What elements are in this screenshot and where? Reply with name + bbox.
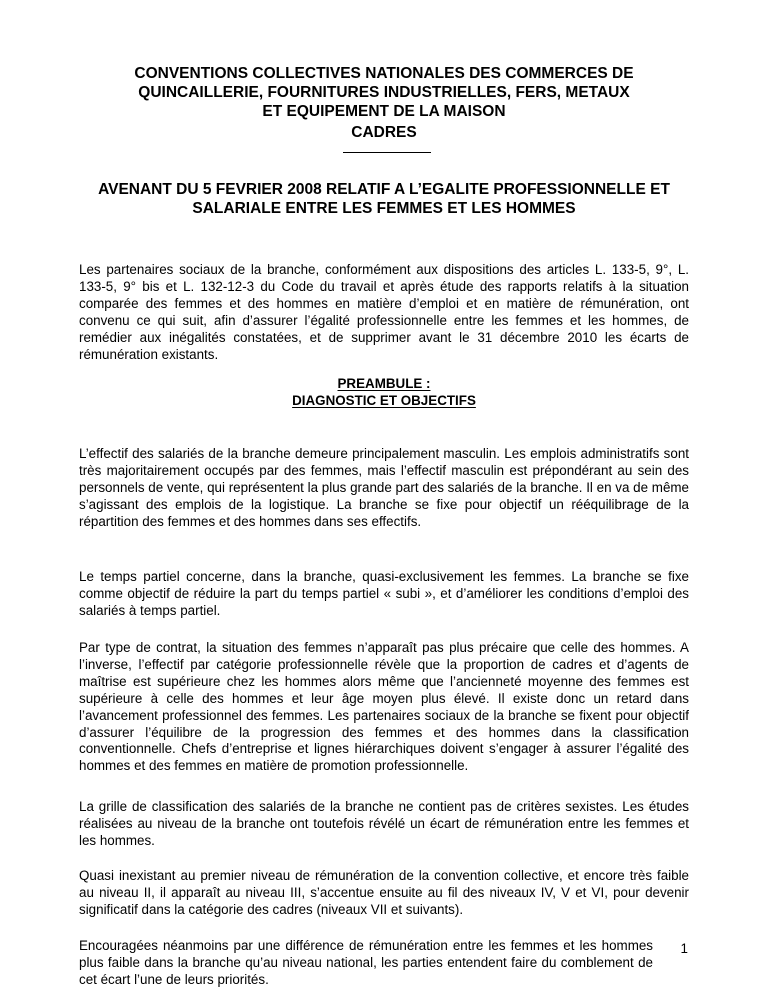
intro-paragraph: Les partenaires sociaux de la branche, conformément aux dispositions des articles L. 133-5, 9°, L. 133-5, 9° bis et L. 132-12-3 du Code du travail et après étude des rapports relatifs à la situation comparée des femmes et des hommes en matière d’emploi et en matière de rémunération, ont convenu ce qui suit, afin d’assurer l’égalité professionnelle entre les femmes et les hommes, de remédier aux inégalités constatées, et de supprimer avant le 31 décembre 2010 les écarts de rémunération existants.	[79, 262, 689, 362]
document-subtitle: CADRES	[351, 124, 417, 141]
subtitle-divider	[343, 152, 431, 153]
body-paragraph: Par type de contrat, la situation des femmes n’apparaît pas plus précaire que celle des hommes. A l’inverse, l’effectif par catégorie professionnelle révèle que la proportion de cadres et d’agents de maîtrise est supérieure chez les hommes alors même que l’ancienneté moyenne des femmes est supérieure à celle des hommes et leur âge moyen plus élevé. Il existe donc un retard dans l’avancement professionnel des femmes. Les partenaires sociaux de la branche se fixent pour objectif d’assurer l’équilibre de la progression des femmes et des hommes dans la classification conventionnelle. Chefs d’entreprise et lignes hiérarchiques doivent s’engager à assurer l’égalité des hommes et des femmes en matière de promotion professionnelle.	[79, 640, 689, 774]
body-paragraph: L’effectif des salariés de la branche demeure principalement masculin. Les emplois administratifs sont très majoritairement occupés par des femmes, mais l’effectif masculin est prépondérant au sein des personnels de vente, qui représentent la plus grande part des salariés de la branche. Il en va de même s’agissant des emplois de la logistique. La branche se fixe pour objectif un rééquilibrage de la répartition des femmes et des hommes dans ses effectifs.	[79, 446, 689, 529]
avenant-heading-line: SALARIALE ENTRE LES FEMMES ET LES HOMMES	[192, 200, 576, 217]
avenant-heading-line: AVENANT DU 5 FEVRIER 2008 RELATIF A L’EGALITE PROFESSIONNELLE ET	[98, 181, 670, 198]
section-heading	[80, 376, 688, 410]
avenant-heading	[80, 180, 688, 218]
document-title-line: CONVENTIONS COLLECTIVES NATIONALES DES COMMERCES DE	[134, 65, 634, 82]
body-paragraph: Quasi inexistant au premier niveau de rémunération de la convention collective, et encore très faible au niveau II, il apparaît au niveau III, s’accentue ensuite au fil des niveaux IV, V et VI, pour devenir significatif dans la catégorie des cadres (niveaux VII et suivants).	[79, 868, 689, 917]
section-heading-line: DIAGNOSTIC ET OBJECTIFS	[292, 392, 476, 408]
body-paragraph: La grille de classification des salariés de la branche ne contient pas de critères sexistes. Les études réalisées au niveau de la branche ont toutefois révélé un écart de rémunération entre les femmes et les hommes.	[79, 799, 689, 848]
document-title-line: ET EQUIPEMENT DE LA MAISON	[262, 103, 506, 120]
page-number: 1	[680, 941, 688, 956]
body-paragraph: Encouragées néanmoins par une différence de rémunération entre les femmes et les hommes plus faible dans la branche qu’au niveau national, les parties entendent faire du comblement de cet écart l’une de leurs priorités.	[79, 938, 653, 987]
document-title	[80, 64, 688, 121]
section-heading-line: PREAMBULE :	[337, 376, 431, 391]
body-paragraph: Le temps partiel concerne, dans la branche, quasi-exclusivement les femmes. La branche se fixe comme objectif de réduire la part du temps partiel « subi », et d’améliorer les conditions d’emploi des salariés à temps partiel.	[79, 569, 689, 618]
document-title-line: QUINCAILLERIE, FOURNITURES INDUSTRIELLES, FERS, METAUX	[138, 84, 630, 101]
